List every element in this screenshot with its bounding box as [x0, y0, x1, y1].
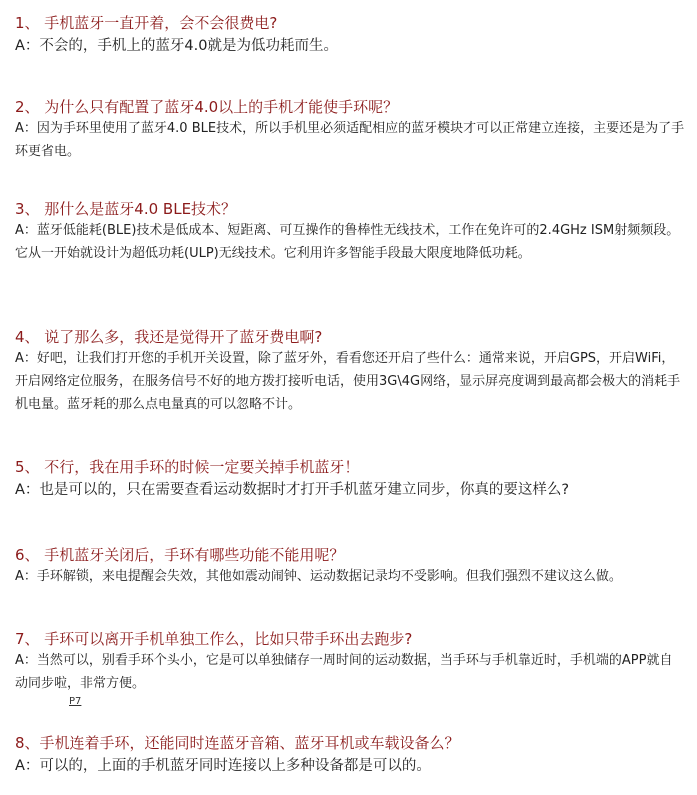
faq-question-3: 3、 那什么是蓝牙4.0 BLE技术？: [15, 200, 237, 218]
faq-question-1: 1、 手机蓝牙一直开着，会不会很费电?: [15, 14, 278, 32]
faq-answer-1: A：不会的，手机上的蓝牙4.0就是为低功耗而生。: [15, 38, 338, 54]
faq-answer-8: A：可以的，上面的手机蓝牙同时连接以上多种设备都是可以的。: [15, 758, 431, 774]
faq-answer-2: A：因为手环里使用了蓝牙4.0 BLE技术，所以手机里必须适配相应的蓝牙模块才可以正常建立连接，主要还是为了手环更省电。: [15, 121, 685, 159]
faq-question-2: 2、 为什么只有配置了蓝牙4.0以上的手机才能使手环呢？: [15, 98, 399, 116]
faq-answer-4: A：好吧，让我们打开您的手机开关设置，除了蓝牙外，看看您还开启了些什么：通常来说，开启GPS，开启WiFi，开启网络定位服务，在服务信号不好的地方拨打接听电话，使用3G\4G网络，显示屏亮度调到最高都会极大的消耗手机电量。蓝牙耗的那么点电量真的可以忽略不计。: [15, 351, 681, 412]
page-number: P7: [69, 696, 82, 707]
faq-answer-6: A：手环解锁，来电提醒会失效，其他如震动闹钟、运动数据记录均不受影响。但我们强烈不建议这么做。: [15, 569, 622, 584]
faq-question-7: 7、 手环可以离开手机单独工作么，比如只带手环出去跑步?: [15, 630, 413, 648]
faq-question-5: 5、 不行，我在用手环的时候一定要关掉手机蓝牙！: [15, 458, 360, 476]
faq-answer-5: A：也是可以的，只在需要查看运动数据时才打开手机蓝牙建立同步，你真的要这样么?: [15, 482, 570, 498]
faq-answer-3: A：蓝牙低能耗(BLE)技术是低成本、短距离、可互操作的鲁棒性无线技术，工作在免许可的2.4GHz ISM射频频段。它从一开始就设计为超低功耗(ULP)无线技术。它利用许多智能手段最大限度地降低功耗。: [15, 223, 680, 261]
faq-question-8: 8、手机连着手环，还能同时连蓝牙音箱、蓝牙耳机或车载设备么？: [15, 734, 460, 752]
faq-question-4: 4、 说了那么多，我还是觉得开了蓝牙费电啊?: [15, 328, 323, 346]
faq-answer-7: A：当然可以，别看手环个头小，它是可以单独储存一周时间的运动数据，当手环与手机靠近时，手机端的APP就自动同步啦，非常方便。: [15, 653, 673, 691]
faq-question-6: 6、 手机蓝牙关闭后，手环有哪些功能不能用呢？: [15, 546, 345, 564]
